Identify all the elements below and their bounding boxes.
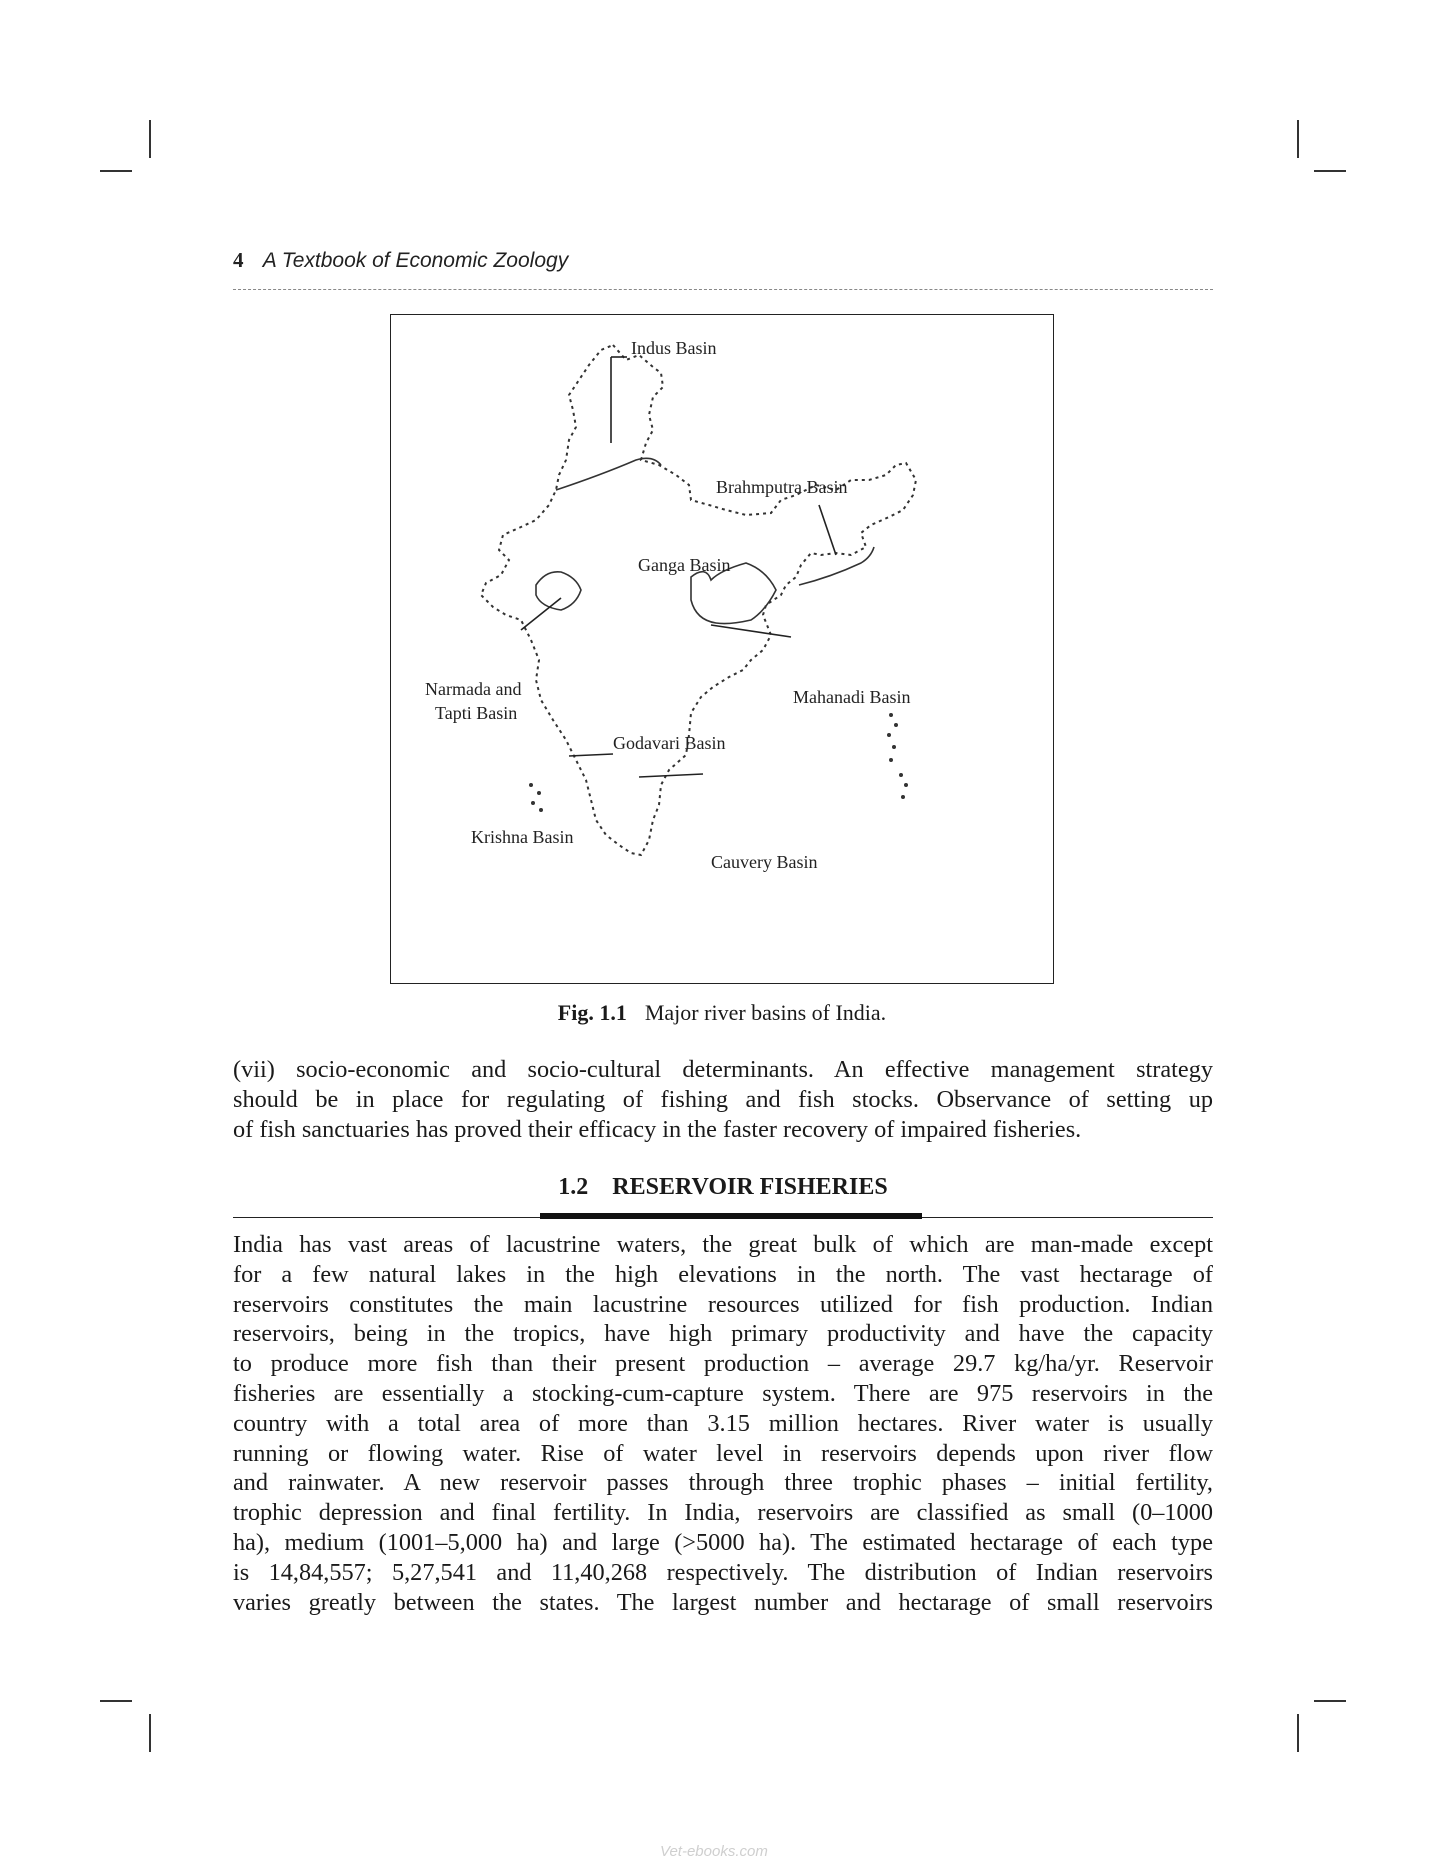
label-ganga-basin: Ganga Basin <box>638 555 731 575</box>
label-narmada-line2: Tapti Basin <box>435 703 518 723</box>
paragraph-line: fisheries are essentially a stocking-cum-capture system. There are 975 reservoirs in the <box>233 1379 1213 1407</box>
paragraph-line: (vii) socio-economic and socio-cultural determinants. An effective management strategy <box>233 1056 1213 1083</box>
label-narmada-line1: Narmada and <box>425 679 522 699</box>
india-map <box>391 315 1055 985</box>
paragraph-line: is 14,84,557; 5,27,541 and 11,40,268 respectively. The distribution of Indian reservoirs <box>233 1558 1213 1586</box>
paragraph-line: should be in place for regulating of fishing and fish stocks. Observance of setting up <box>233 1085 1213 1113</box>
paragraph-line: ha), medium (1001–5,000 ha) and large (>5000 ha). The estimated hectarage of each type <box>233 1528 1213 1556</box>
paragraph-line: reservoirs, being in the tropics, have high primary productivity and have the capacity <box>233 1320 1213 1348</box>
paragraph-line: trophic depression and final fertility. In India, reservoirs are classified as small (0–1000 <box>233 1499 1213 1527</box>
paragraph-line: varies greatly between the states. The largest number and hectarage of small reservoirs <box>233 1588 1213 1616</box>
running-head-rule <box>233 289 1213 290</box>
label-indus-basin: Indus Basin <box>631 338 717 358</box>
label-brahmaputra-basin: Brahmputra Basin <box>716 477 848 497</box>
paragraph-line: and rainwater. A new reservoir passes through three trophic phases – initial fertility, <box>233 1469 1213 1497</box>
label-krishna-basin: Krishna Basin <box>471 827 574 847</box>
label-cauvery-basin: Cauvery Basin <box>711 852 818 872</box>
section-accent-bar <box>540 1213 922 1219</box>
paragraph-line: India has vast areas of lacustrine waters, the great bulk of which are man-made except <box>233 1231 1213 1258</box>
crop-mark-bottom-right-horizontal <box>1314 1700 1346 1702</box>
book-title: A Textbook of Economic Zoology <box>262 249 569 272</box>
running-head <box>233 248 1213 273</box>
crop-mark-bottom-right-vertical <box>1297 1714 1299 1752</box>
paragraph-line: of fish sanctuaries has proved their efficacy in the faster recovery of impaired fisheries. <box>233 1115 1082 1143</box>
island-dots <box>529 713 908 812</box>
indus-basin-boundary <box>556 458 661 490</box>
brahmaputra-leader <box>819 505 836 555</box>
paragraph-line: running or flowing water. Rise of water level in reservoirs depends upon river flow <box>233 1439 1213 1467</box>
figure-caption-label: Fig. 1.1 <box>557 1000 627 1025</box>
krishna-leader <box>569 754 613 756</box>
paragraph-continuation <box>233 1055 1213 1144</box>
crop-mark-top-left-horizontal <box>100 170 132 172</box>
figure-caption <box>390 1000 1054 1026</box>
figure-river-basins-map <box>390 314 1054 984</box>
mahanadi-leader <box>711 625 791 637</box>
paragraph-line: reservoirs constitutes the main lacustrine resources utilized for fish production. Indian <box>233 1290 1213 1318</box>
page-number: 4 <box>233 248 244 272</box>
india-outline <box>481 345 916 855</box>
label-godavari-basin: Godavari Basin <box>613 733 726 753</box>
paragraph-line: country with a total area of more than 3.15 million hectares. River water is usually <box>233 1409 1213 1437</box>
paragraph-line: to produce more fish than their present production – average 29.7 kg/ha/yr. Reservoir <box>233 1350 1213 1378</box>
crop-mark-top-left-vertical <box>149 120 151 158</box>
crop-mark-top-right-vertical <box>1297 120 1299 158</box>
narmada-basin-outline <box>536 572 581 610</box>
crop-mark-top-right-horizontal <box>1314 170 1346 172</box>
cauvery-leader <box>639 774 703 777</box>
label-mahanadi-basin: Mahanadi Basin <box>793 687 911 707</box>
watermark: Vet-ebooks.com <box>660 1843 768 1860</box>
paragraph-line: for a few natural lakes in the high elevations in the north. The vast hectarage of <box>233 1260 1213 1288</box>
crop-mark-bottom-left-horizontal <box>100 1700 132 1702</box>
figure-caption-text: Major river basins of India. <box>644 1000 887 1025</box>
section-title-text: RESERVOIR FISHERIES <box>612 1174 888 1200</box>
crop-mark-bottom-left-vertical <box>149 1714 151 1752</box>
section-number: 1.2 <box>558 1174 589 1200</box>
paragraph-reservoir-fisheries <box>233 1230 1213 1617</box>
section-heading <box>233 1174 1213 1201</box>
